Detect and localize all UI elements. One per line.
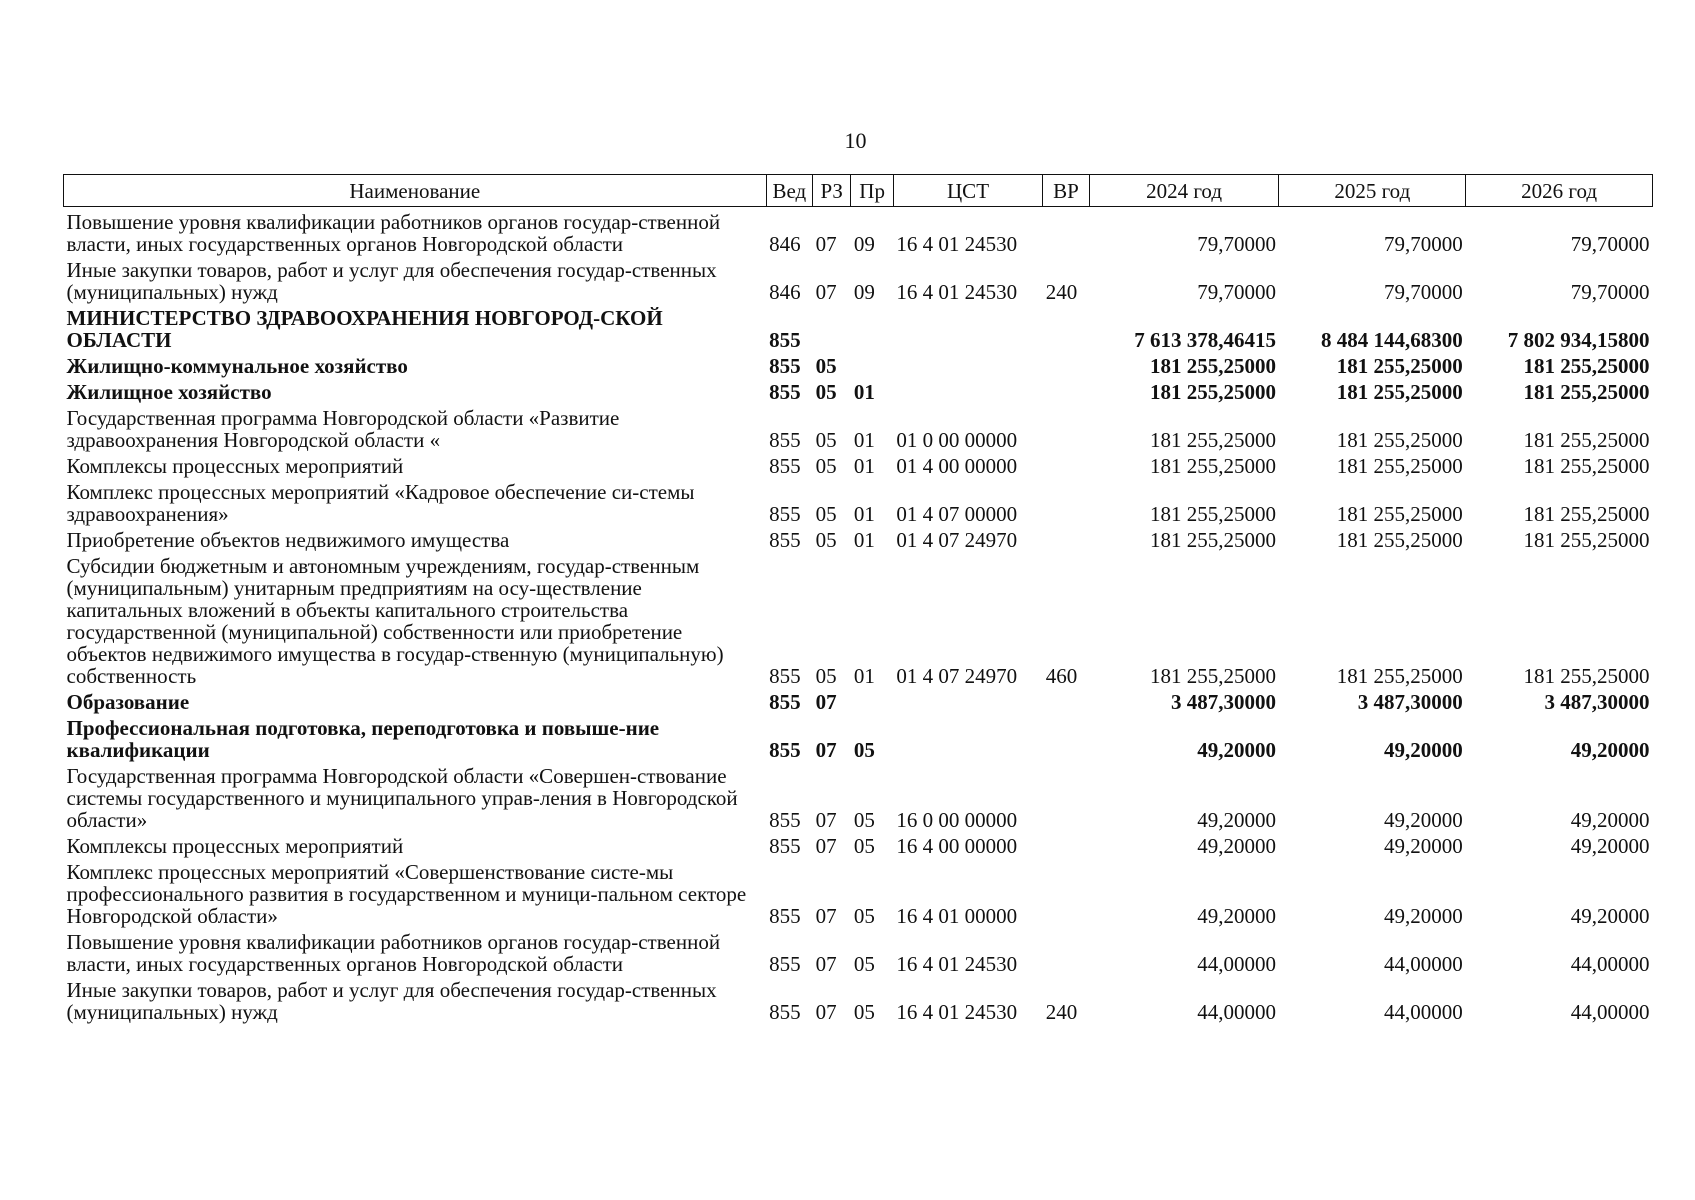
cell-2026: 181 255,25000 <box>1523 454 1650 478</box>
cell-cst: 16 4 01 00000 <box>896 904 1018 928</box>
cell-vr <box>1043 929 1089 977</box>
table-row <box>64 833 1653 859</box>
cell-vr <box>1043 715 1089 763</box>
cell-2024: 49,20000 <box>1197 808 1276 832</box>
cell-ved: 855 <box>769 328 801 352</box>
table-row <box>64 689 1653 715</box>
page-number: 10 <box>844 128 867 153</box>
cell-name: Комплекс процессных мероприятий «Совершенствование систе-мы профессионального развития в государственном и муници-пальном секторе Новгородской области» <box>66 860 747 928</box>
cell-ved: 855 <box>769 1000 801 1024</box>
cell-cst: 16 4 01 24530 <box>896 952 1018 976</box>
cell-2024: 49,20000 <box>1197 904 1276 928</box>
cell-pr: 01 <box>853 528 875 552</box>
cell-2026: 79,70000 <box>1570 232 1650 256</box>
cell-2024: 49,20000 <box>1197 738 1276 762</box>
cell-2026: 181 255,25000 <box>1523 528 1650 552</box>
table-row <box>64 763 1653 833</box>
table-row <box>64 929 1653 977</box>
table-row <box>64 207 1653 258</box>
table-row <box>64 405 1653 453</box>
cell-rz: 07 <box>815 952 837 976</box>
cell-pr: 05 <box>853 904 875 928</box>
cell-2024: 44,00000 <box>1197 952 1276 976</box>
cell-pr: 05 <box>853 834 875 858</box>
cell-pr: 05 <box>853 1000 875 1024</box>
cell-2025: 181 255,25000 <box>1336 664 1463 688</box>
cell-2026: 49,20000 <box>1570 808 1650 832</box>
cell-vr <box>1043 207 1089 258</box>
cell-name: Повышение уровня квалификации работников органов государ-ственной власти, иных государственных органов Новгородской области <box>66 210 721 256</box>
cell-pr: 05 <box>853 952 875 976</box>
cell-name: Жилищное хозяйство <box>66 380 272 404</box>
cell-rz: 05 <box>815 380 837 404</box>
cell-rz: 05 <box>815 502 837 526</box>
cell-2025: 181 255,25000 <box>1336 380 1463 404</box>
cell-2025: 49,20000 <box>1383 808 1463 832</box>
cell-name: Государственная программа Новгородской области «Развитие здравоохранения Новгородской области « <box>66 406 620 452</box>
cell-2025: 3 487,30000 <box>1357 690 1463 714</box>
cell-cst: 01 0 00 00000 <box>896 428 1018 452</box>
cell-2024: 181 255,25000 <box>1149 664 1276 688</box>
cell-ved: 855 <box>769 952 801 976</box>
cell-cst: 16 4 01 24530 <box>896 280 1018 304</box>
cell-2026: 49,20000 <box>1570 904 1650 928</box>
cell-rz: 07 <box>815 232 837 256</box>
cell-name: Повышение уровня квалификации работников органов государ-ственной власти, иных государственных органов Новгородской области <box>66 930 721 976</box>
header-cst: ЦСТ <box>893 175 1042 207</box>
cell-2024: 7 613 378,46415 <box>1134 328 1276 352</box>
table-row <box>64 715 1653 763</box>
cell-ved: 855 <box>769 354 801 378</box>
cell-2025: 49,20000 <box>1383 738 1463 762</box>
table-row <box>64 859 1653 929</box>
cell-2024: 49,20000 <box>1197 834 1276 858</box>
table-row <box>64 527 1653 553</box>
cell-2024: 44,00000 <box>1197 1000 1276 1024</box>
cell-pr <box>851 689 893 715</box>
cell-2026: 49,20000 <box>1570 834 1650 858</box>
cell-2026: 181 255,25000 <box>1523 354 1650 378</box>
cell-rz: 07 <box>815 280 837 304</box>
cell-name: Приобретение объектов недвижимого имущества <box>66 528 510 552</box>
cell-pr: 01 <box>853 380 875 404</box>
table-row <box>64 353 1653 379</box>
cell-ved: 855 <box>769 528 801 552</box>
cell-2025: 49,20000 <box>1383 834 1463 858</box>
cell-2025: 181 255,25000 <box>1336 454 1463 478</box>
cell-name: Образование <box>66 690 190 714</box>
table-row <box>64 479 1653 527</box>
cell-cst: 16 0 00 00000 <box>896 808 1018 832</box>
cell-pr: 05 <box>853 808 875 832</box>
budget-table <box>63 174 1653 1025</box>
table-row <box>64 305 1653 353</box>
header-2025: 2025 год <box>1279 175 1466 207</box>
header-pr: Пр <box>851 175 893 207</box>
cell-ved: 855 <box>769 502 801 526</box>
cell-name: Профессиональная подготовка, переподготовка и повыше-ние квалификации <box>66 716 660 762</box>
cell-pr: 09 <box>853 280 875 304</box>
table-row <box>64 553 1653 689</box>
cell-2025: 8 484 144,68300 <box>1320 328 1463 352</box>
cell-rz: 05 <box>815 428 837 452</box>
cell-2025: 181 255,25000 <box>1336 428 1463 452</box>
cell-2026: 7 802 934,15800 <box>1507 328 1650 352</box>
cell-2024: 181 255,25000 <box>1149 528 1276 552</box>
cell-ved: 855 <box>769 428 801 452</box>
cell-vr: 460 <box>1045 664 1078 688</box>
cell-2025: 49,20000 <box>1383 904 1463 928</box>
cell-cst: 01 4 07 24970 <box>896 528 1018 552</box>
cell-pr: 01 <box>853 502 875 526</box>
cell-vr <box>1043 305 1089 353</box>
header-rz: РЗ <box>813 175 851 207</box>
cell-ved: 846 <box>769 232 801 256</box>
header-name: Наименование <box>64 175 767 207</box>
cell-vr <box>1043 379 1089 405</box>
cell-cst <box>893 715 1042 763</box>
cell-pr: 09 <box>853 232 875 256</box>
cell-rz <box>813 305 851 353</box>
table-row <box>64 257 1653 305</box>
cell-vr <box>1043 689 1089 715</box>
cell-ved: 855 <box>769 664 801 688</box>
cell-cst: 16 4 00 00000 <box>896 834 1018 858</box>
cell-2024: 181 255,25000 <box>1149 354 1276 378</box>
header-ved: Вед <box>766 175 812 207</box>
cell-cst: 01 4 07 24970 <box>896 664 1018 688</box>
header-2026: 2026 год <box>1466 175 1653 207</box>
cell-2024: 181 255,25000 <box>1149 502 1276 526</box>
cell-2025: 181 255,25000 <box>1336 528 1463 552</box>
cell-cst <box>893 379 1042 405</box>
cell-vr <box>1043 405 1089 453</box>
cell-rz: 07 <box>815 738 837 762</box>
cell-2024: 79,70000 <box>1197 280 1276 304</box>
cell-2026: 181 255,25000 <box>1523 502 1650 526</box>
cell-name: Комплексы процессных мероприятий <box>66 454 404 478</box>
cell-name: Иные закупки товаров, работ и услуг для обеспечения государ-ственных (муниципальных) нужд <box>66 978 717 1024</box>
cell-cst <box>893 353 1042 379</box>
cell-ved: 855 <box>769 380 801 404</box>
cell-cst: 01 4 00 00000 <box>896 454 1018 478</box>
cell-rz: 05 <box>815 454 837 478</box>
cell-name: Государственная программа Новгородской области «Совершен-ствование системы государственного и муниципального управ-ления в Новгородской области» <box>66 764 738 832</box>
cell-cst: 01 4 07 00000 <box>896 502 1018 526</box>
cell-pr: 01 <box>853 664 875 688</box>
cell-vr <box>1043 527 1089 553</box>
cell-name: Комплексы процессных мероприятий <box>66 834 404 858</box>
cell-2025: 44,00000 <box>1383 1000 1463 1024</box>
cell-rz: 07 <box>815 834 837 858</box>
cell-ved: 855 <box>769 454 801 478</box>
cell-2024: 181 255,25000 <box>1149 428 1276 452</box>
cell-rz: 07 <box>815 1000 837 1024</box>
cell-ved: 855 <box>769 738 801 762</box>
cell-vr: 240 <box>1045 280 1078 304</box>
cell-name: Иные закупки товаров, работ и услуг для обеспечения государ-ственных (муниципальных) нужд <box>66 258 717 304</box>
cell-2024: 181 255,25000 <box>1149 454 1276 478</box>
cell-name: Жилищно-коммунальное хозяйство <box>66 354 408 378</box>
cell-ved: 855 <box>769 904 801 928</box>
cell-2024: 181 255,25000 <box>1149 380 1276 404</box>
cell-vr <box>1043 479 1089 527</box>
cell-vr <box>1043 763 1089 833</box>
cell-2025: 79,70000 <box>1383 232 1463 256</box>
cell-2026: 79,70000 <box>1570 280 1650 304</box>
cell-2024: 79,70000 <box>1197 232 1276 256</box>
cell-vr: 240 <box>1045 1000 1078 1024</box>
cell-2026: 49,20000 <box>1570 738 1650 762</box>
table-header <box>64 175 1653 207</box>
cell-cst: 16 4 01 24530 <box>896 1000 1018 1024</box>
cell-2026: 44,00000 <box>1570 952 1650 976</box>
cell-2026: 3 487,30000 <box>1544 690 1650 714</box>
cell-pr: 05 <box>853 738 875 762</box>
cell-vr <box>1043 453 1089 479</box>
table-row <box>64 977 1653 1025</box>
table-body <box>64 207 1653 1026</box>
cell-rz: 05 <box>815 354 837 378</box>
cell-name: Субсидии бюджетным и автономным учреждениям, государ-ственным (муниципальным) унитарным предприятиям на осу-ществление капитальных вложений в объекты капитального строительства государственной (муниципальной) собственности или приобретение объектов недвижимого имущества в государ-ственную (муниципальную) собственность <box>66 554 724 688</box>
cell-vr <box>1043 353 1089 379</box>
cell-ved: 855 <box>769 834 801 858</box>
cell-rz: 07 <box>815 904 837 928</box>
cell-pr <box>851 305 893 353</box>
cell-2024: 3 487,30000 <box>1170 690 1276 714</box>
cell-ved: 855 <box>769 690 801 714</box>
table-row <box>64 453 1653 479</box>
cell-cst <box>893 689 1042 715</box>
cell-2025: 181 255,25000 <box>1336 502 1463 526</box>
cell-2026: 44,00000 <box>1570 1000 1650 1024</box>
cell-name: МИНИСТЕРСТВО ЗДРАВООХРАНЕНИЯ НОВГОРОД-СКОЙ ОБЛАСТИ <box>66 306 663 352</box>
cell-2026: 181 255,25000 <box>1523 664 1650 688</box>
cell-rz: 05 <box>815 664 837 688</box>
cell-rz: 05 <box>815 528 837 552</box>
cell-cst: 16 4 01 24530 <box>896 232 1018 256</box>
cell-pr: 01 <box>853 454 875 478</box>
cell-rz: 07 <box>815 808 837 832</box>
cell-2026: 181 255,25000 <box>1523 380 1650 404</box>
cell-2025: 181 255,25000 <box>1336 354 1463 378</box>
cell-cst <box>893 305 1042 353</box>
cell-pr <box>851 353 893 379</box>
cell-2025: 79,70000 <box>1383 280 1463 304</box>
cell-vr <box>1043 859 1089 929</box>
cell-ved: 855 <box>769 808 801 832</box>
cell-2026: 181 255,25000 <box>1523 428 1650 452</box>
cell-rz: 07 <box>815 690 837 714</box>
cell-name: Комплекс процессных мероприятий «Кадровое обеспечение си-стемы здравоохранения» <box>66 480 695 526</box>
cell-ved: 846 <box>769 280 801 304</box>
cell-2025: 44,00000 <box>1383 952 1463 976</box>
table-row <box>64 379 1653 405</box>
cell-pr: 01 <box>853 428 875 452</box>
header-2024: 2024 год <box>1089 175 1279 207</box>
header-vr: ВР <box>1043 175 1089 207</box>
cell-vr <box>1043 833 1089 859</box>
